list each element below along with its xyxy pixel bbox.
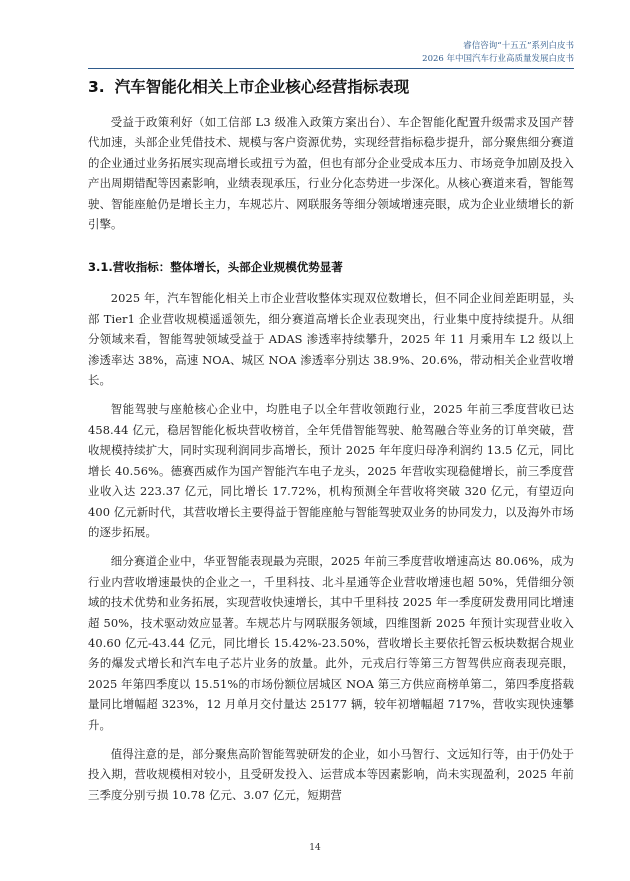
body-paragraph: 值得注意的是，部分聚焦高阶智能驾驶研发的企业，如小马智行、文远知行等，由于仍处于投入期，营收规模相对较小，且受研发投入、运营成本等因素影响，尚未实现盈利，2025 年前三季度分别亏损 10.78 亿元、3.07 亿元，短期营: [88, 746, 574, 802]
body-paragraph: 智能驾驶与座舱核心企业中，均胜电子以全年营收领跑行业，2025 年前三季度营收已达 458.44 亿元，稳居智能化板块营收榜首，全年凭借智能驾驶、舱驾融合等业务的订单突破，营收规模持续扩大，同时实现利润同步高增长，预计 2025 年年度归母净利润约 13.5 亿元，同比增长 40.56%。德赛西威作为国产智能汽车电子龙头，2025 年营收实现稳健增长，前三季度营业收入达 223.37 亿元，同比增长 17.72%，机构预测全年营收将突破 320 亿元，有望迈向 400 亿元新时代，其营收增长主要得益于智能座舱与智能驾驶双业务的协同发力，以及海外市场的逐步拓展。: [88, 402, 574, 539]
section-heading: 3.1.营收指标：整体增长，头部企业规模优势显著: [88, 260, 343, 275]
header-series-title: 睿信咨询“十五五”系列白皮书: [463, 41, 574, 51]
page-body: [88, 76, 574, 805]
intro-paragraph: 受益于政策利好（如工信部 L3 级准入政策方案出台）、车企智能化配置升级需求及国产替代加速，头部企业凭借技术、规模与客户资源优势，实现经营指标稳步提升，部分聚焦细分赛道的企业通过业务拓展实现高增长或扭亏为盈，但也有部分企业受成本压力、市场竞争加剧及投入产出周期错配等因素影响，业绩表现承压，行业分化态势进一步深化。从核心赛道来看，智能驾驶、智能座舱仍是增长主力，车规芯片、网联服务等细分领域增速亮眼，成为企业业绩增长的新引擎。: [88, 115, 574, 232]
page-number: 14: [309, 843, 321, 853]
header-document-title: 2026 年中国汽车行业高质量发展白皮书: [422, 54, 574, 64]
running-header: [422, 40, 574, 66]
chapter-heading: [88, 76, 574, 98]
chapter-number: 3.: [88, 78, 105, 96]
header-divider: [88, 68, 574, 69]
chapter-title: 汽车智能化相关上市企业核心经营指标表现: [114, 78, 410, 96]
body-paragraph: 细分赛道企业中，华亚智能表现最为亮眼，2025 年前三季度营收增速高达 80.06%，成为行业内营收增速最快的企业之一，千里科技、北斗星通等企业营收增速也超 50%，凭借细分领域的技术优势和业务拓展，实现营收快速增长，其中千里科技 2025 年一季度研发费用同比增速超 50%，技术驱动效应显著。车规芯片与网联服务领域，四维图新 2025 年预计实现营业收入 40.60 亿元-43.44 亿元，同比增长 15.42%-23.50%，营收增长主要依托智云板块数据合规业务的爆发式增长和汽车电子芯片业务的放量。此外，元戎启行等第三方智驾供应商表现亮眼，2025 年第四季度以 15.51%的市场份额位居城区 NOA 第三方供应商榜单第二，第四季度搭载量同比增幅超 323%，12 月单月交付量达 25177 辆，较年初增幅超 717%，营收实现快速攀升。: [88, 554, 574, 732]
body-paragraph: 2025 年，汽车智能化相关上市企业营收整体实现双位数增长，但不同企业间差距明显，头部 Tier1 企业营收规模遥遥领先，细分赛道高增长企业表现突出，行业集中度持续提升。从细分领域来看，智能驾驶领域受益于 ADAS 渗透率持续攀升，2025 年 11 月乘用车 L2 级以上渗透率达 38%，高速 NOA、城区 NOA 渗透率分别达 38.9%、20.6%，带动相关企业营收增长。: [88, 291, 574, 388]
